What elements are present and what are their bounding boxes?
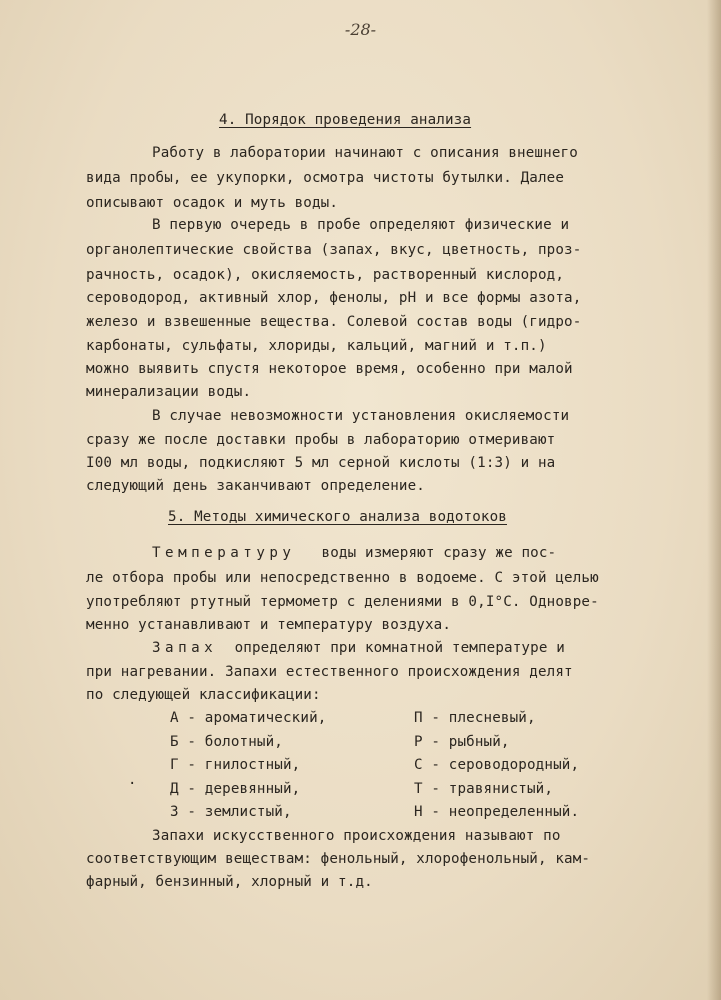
paragraph-line: органолептические свойства (запах, вкус, цветность, проз- (86, 242, 582, 258)
classification-item: Р - рыбный, (414, 734, 510, 750)
paragraph-line: сероводород, активный хлор, фенолы, pH и все формы азота, (86, 290, 582, 306)
stray-ink-dot: · (128, 776, 137, 792)
paragraph-line: I00 мл воды, подкисляют 5 мл серной кислоты (1:3) и на (86, 455, 556, 471)
paragraph-line (152, 545, 556, 561)
classification-item: Б - болотный, (170, 734, 283, 750)
section-5-heading: 5. Методы химического анализа водотоков (168, 509, 507, 525)
paragraph-line: ле отбора пробы или непосредственно в водоеме. С этой целью (86, 570, 599, 586)
temperature-text: воды измеряют сразу же пос- (321, 545, 557, 561)
page-number: -28- (344, 20, 377, 39)
classification-item: С - сероводородный, (414, 757, 580, 773)
paragraph-line: менно устанавливают и температуру воздуха. (86, 617, 452, 633)
paragraph-line: описывают осадок и муть воды. (86, 195, 339, 211)
section-4-heading: 4. Порядок проведения анализа (219, 112, 472, 128)
paragraph-line: соответствующим веществам: фенольный, хлорофенольный, кам- (86, 851, 591, 867)
classification-item: Т - травянистый, (414, 781, 554, 797)
paragraph-line: можно выявить спустя некоторое время, особенно при малой (86, 361, 573, 377)
paragraph-line: Работу в лаборатории начинают с описания внешнего (152, 145, 578, 161)
paragraph-line: В случае невозможности установления окисляемости (152, 408, 570, 424)
paragraph-line: по следующей классификации: (86, 687, 321, 703)
paragraph-line: сразу же после доставки пробы в лабораторию отмеривают (86, 432, 556, 448)
paragraph-line: карбонаты, сульфаты, хлориды, кальций, магний и т.п.) (86, 338, 547, 354)
smell-text: определяют при комнатной температуре и (234, 640, 565, 656)
classification-item: А - ароматический, (170, 710, 327, 726)
classification-item: П - плесневый, (414, 710, 536, 726)
paragraph-line: Запахи искусственного происхождения называют по (152, 828, 561, 844)
emphasis-temperature: Температуру (152, 545, 296, 561)
classification-item: Н - неопределенный. (414, 804, 580, 820)
classification-item: З - землистый, (170, 804, 292, 820)
emphasis-smell: Запах (152, 640, 218, 656)
paragraph-line: вида пробы, ее укупорки, осмотра чистоты бутылки. Далее (86, 170, 565, 186)
paragraph-line: фарный, бензинный, хлорный и т.д. (86, 874, 373, 890)
paragraph-line: употребляют ртутный термометр с делениями в 0,I°С. Одновре- (86, 594, 599, 610)
classification-item: Д - деревянный, (170, 781, 301, 797)
paragraph-line: следующий день заканчивают определение. (86, 478, 425, 494)
paragraph-line: В первую очередь в пробе определяют физические и (152, 217, 570, 233)
paragraph-line: минерализации воды. (86, 384, 252, 400)
paragraph-line: железо и взвешенные вещества. Солевой состав воды (гидро- (86, 314, 582, 330)
paragraph-line (152, 640, 565, 656)
paragraph-line: рачность, осадок), окисляемость, растворенный кислород, (86, 267, 565, 283)
paragraph-line: при нагревании. Запахи естественного происхождения делят (86, 664, 573, 680)
classification-item: Г - гнилостный, (170, 757, 301, 773)
page-edge-shadow (707, 0, 721, 1000)
